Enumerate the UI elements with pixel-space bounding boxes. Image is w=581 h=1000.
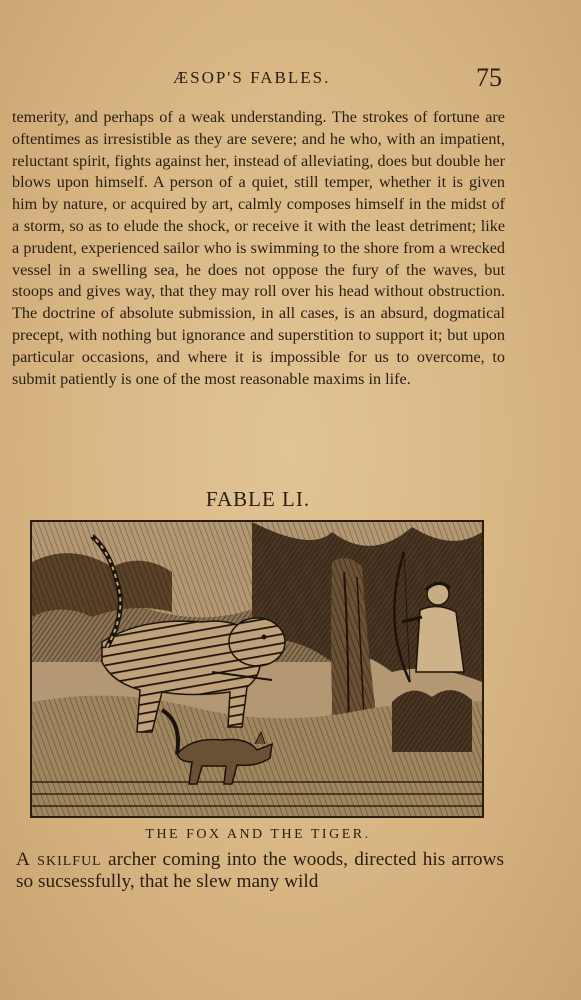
fable-story — [16, 849, 504, 893]
body-paragraph-block — [12, 107, 505, 390]
fox-and-tiger-engraving — [32, 522, 482, 816]
woodcut-illustration — [30, 520, 484, 818]
body-paragraph: temerity, and perhaps of a weak understanding. The strokes of fortune are oftentimes as irresistible as they are severe; and he who, with an impatient, reluctant spirit, fights against her, instead of alleviating, does but double her blows upon himself. A person of a quiet, still temper, whether it is given him by nature, or acquired by art, calmly composes himself in the midst of a storm, so as to elude the shock, or receive it with the least detriment; like a prudent, experienced sailor who is swimming to the shore from a wrecked vessel in a swelling sea, he does not oppose the fury of the waves, but stoops and gives way, that they may roll over his head without obstruction. The doctrine of absolute submission, in all cases, is an absurd, dogmatical precept, with nothing but ignorance and superstition to support it; but upon particular occasions, and where it is impossible for us to overcome, to submit patiently is one of the most reasonable maxims in life. — [12, 108, 505, 388]
fable-story-paragraph — [16, 849, 504, 893]
running-head: ÆSOP'S FABLES. — [173, 68, 331, 87]
story-rest: archer coming into the woods, directed his arrows so sucsessfully, that he slew many wild — [16, 849, 504, 892]
story-lead-smallcaps: A skilful — [16, 849, 102, 870]
page-header — [0, 63, 581, 92]
illustration-caption: THE FOX AND THE TIGER. — [145, 827, 371, 842]
fable-title: FABLE LI. — [205, 487, 311, 511]
page-number: 75 — [476, 63, 502, 92]
